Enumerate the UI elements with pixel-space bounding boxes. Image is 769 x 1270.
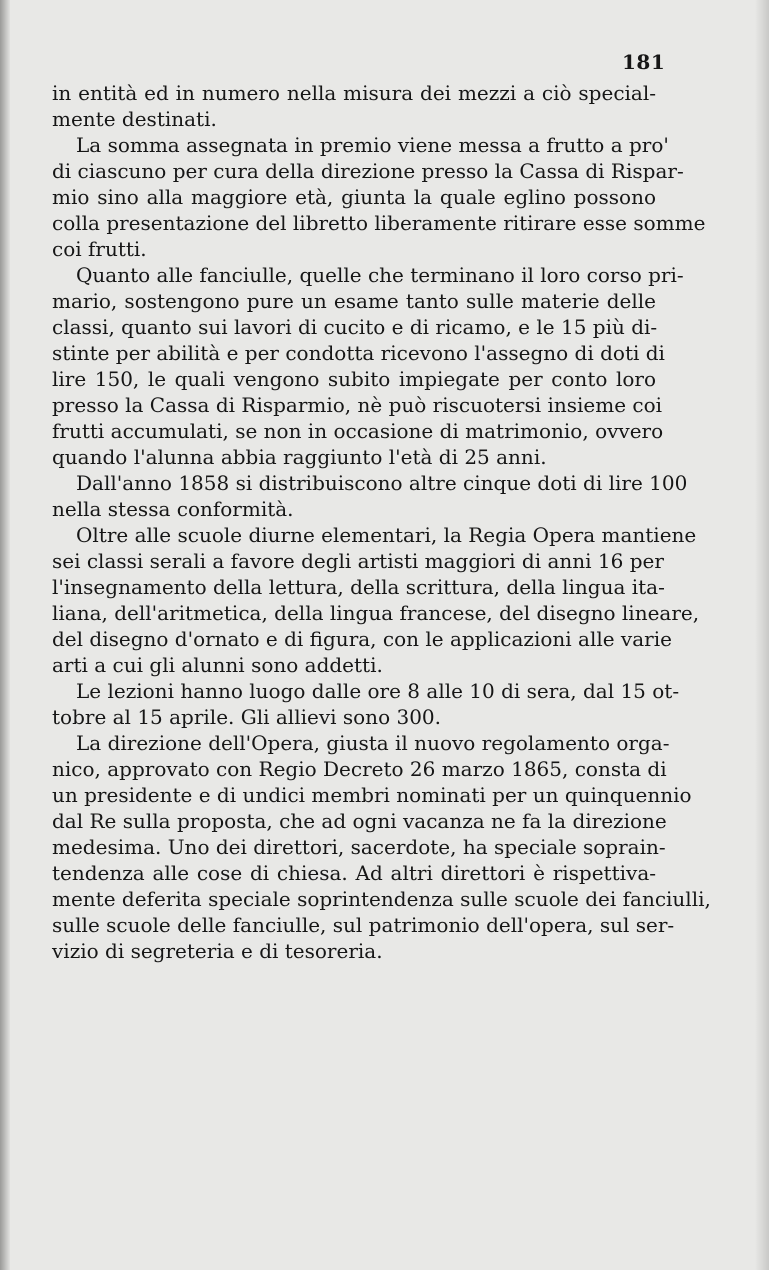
text-line: Dall'anno 1858 si distribuiscono altre cinque doti di lire 100 [76,471,688,495]
text-line: coi frutti. [52,237,147,261]
text-line: lire 150, le quali vengono subito impiegate per conto loro [52,367,656,391]
page-number: 181 [622,50,666,74]
text-line: colla presentazione del libretto liberamente ritirare esse somme [52,211,706,235]
text-line: di ciascuno per cura della direzione presso la Cassa di Rispar- [52,159,684,183]
text-line: mente deferita speciale soprintendenza sulle scuole dei fanciulli, [52,887,711,911]
paragraph [52,678,680,730]
paragraph [52,470,688,522]
text-line: un presidente e di undici membri nominati per un quinquennio [52,783,692,807]
text-line: sei classi serali a favore degli artisti maggiori di anni 16 per [52,549,664,573]
text-line: sulle scuole delle fanciulle, sul patrimonio dell'opera, sul ser- [52,913,675,937]
text-line: liana, dell'aritmetica, della lingua francese, del disegno lineare, [52,601,700,625]
text-line: tendenza alle cose di chiesa. Ad altri direttori è rispettiva- [52,861,656,885]
page-left-edge [0,0,10,1270]
text-line: l'insegnamento della lettura, della scrittura, della lingua ita- [52,575,665,599]
text-line: quando l'alunna abbia raggiunto l'età di 25 anni. [52,445,547,469]
text-line: tobre al 15 aprile. Gli allievi sono 300. [52,705,441,729]
text-line: arti a cui gli alunni sono addetti. [52,653,383,677]
paragraph [52,262,684,470]
body-text [52,80,711,964]
text-line: vizio di segreteria e di tesoreria. [52,939,383,963]
text-line: nico, approvato con Regio Decreto 26 marzo 1865, consta di [52,757,667,781]
paragraph [52,80,656,132]
text-line: medesima. Uno dei direttori, sacerdote, ha speciale soprain- [52,835,666,859]
text-line: del disegno d'ornato e di figura, con le applicazioni alle varie [52,627,672,651]
text-line: La direzione dell'Opera, giusta il nuovo regolamento orga- [76,731,670,755]
text-line: Quanto alle fanciulle, quelle che terminano il loro corso pri- [76,263,684,287]
text-line: mio sino alla maggiore età, giunta la quale eglino possono [52,185,656,209]
text-line: in entità ed in numero nella misura dei mezzi a ciò special- [52,81,656,105]
text-line: stinte per abilità e per condotta ricevono l'assegno di doti di [52,341,665,365]
paragraph [52,522,700,678]
paragraph [52,132,706,262]
text-line: Oltre alle scuole diurne elementari, la Regia Opera mantiene [76,523,697,547]
text-line: nella stessa conformità. [52,497,294,521]
text-line: La somma assegnata in premio viene messa a frutto a pro' [76,133,669,157]
paragraph [52,730,711,964]
text-line: Le lezioni hanno luogo dalle ore 8 alle 10 di sera, dal 15 ot- [76,679,680,703]
text-line: presso la Cassa di Risparmio, nè può riscuotersi insieme coi [52,393,663,417]
text-line: mario, sostengono pure un esame tanto sulle materie delle [52,289,656,313]
text-line: dal Re sulla proposta, che ad ogni vacanza ne fa la direzione [52,809,667,833]
text-line: mente destinati. [52,107,217,131]
text-line: frutti accumulati, se non in occasione di matrimonio, ovvero [52,419,664,443]
page-right-edge [755,0,769,1270]
text-line: classi, quanto sui lavori di cucito e di ricamo, e le 15 più di- [52,315,658,339]
